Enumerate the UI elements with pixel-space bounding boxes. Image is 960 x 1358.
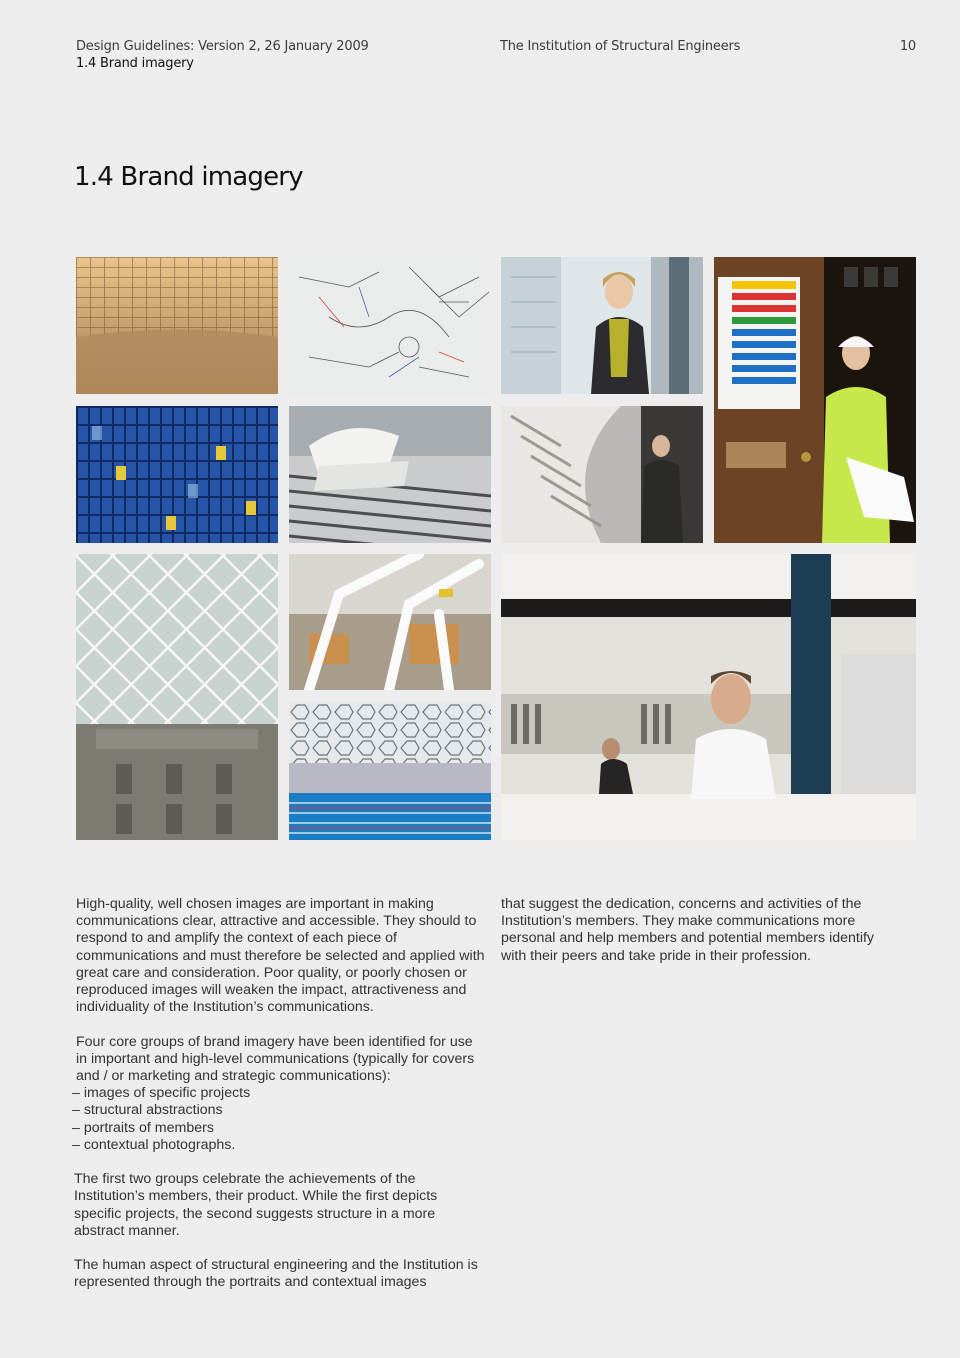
imagery-group-list: [72, 1085, 486, 1154]
photo-lattice-roof-courtyard: [76, 554, 278, 840]
running-header-left: [76, 38, 369, 72]
photo-office-drawings-hardhat: [289, 406, 491, 543]
photo-whiteboard-sketches: [289, 257, 491, 394]
photo-swimming-pool: [289, 703, 491, 840]
body-paragraph: that suggest the dedication, concerns and activities of the Institution’s members. They make communications more personal and help members and potential members identify with their peers and take pride in their profession.: [501, 896, 875, 964]
list-item: – structural abstractions: [72, 1102, 223, 1119]
body-paragraph: The first two groups celebrate the achievements of the Institution’s members, their product. While the first depicts specific projects, the second suggests structure in a more abstract manner.: [74, 1171, 438, 1239]
header-organisation: The Institution of Structural Engineers: [500, 39, 741, 54]
photo-blue-facade: [76, 406, 278, 543]
body-paragraph: Four core groups of brand imagery have been identified for use in important and high-level communications (typically for covers and / or marketing and strategic communications):: [76, 1033, 475, 1085]
body-column-left: [72, 896, 486, 1309]
list-item: – images of specific projects: [72, 1085, 251, 1102]
doc-title: Design Guidelines: Version 2, 26 January 2009: [76, 39, 369, 54]
photo-portrait-office-engineer: [501, 554, 916, 840]
photo-waffle-ceiling: [76, 257, 278, 394]
page-title: 1.4 Brand imagery: [74, 162, 303, 192]
list-item: – portraits of members: [72, 1119, 214, 1136]
page-number: 10: [899, 39, 916, 54]
header-section: 1.4 Brand imagery: [76, 56, 194, 71]
photo-terminal-interior: [289, 554, 491, 690]
body-column-right: [501, 896, 901, 982]
photo-portrait-man-structure: [501, 406, 703, 543]
photo-portrait-woman-atrium: [501, 257, 703, 394]
body-paragraph: The human aspect of structural engineering and the Institution is represented through the portraits and contextual images: [74, 1257, 478, 1291]
list-item: – contextual photographs.: [72, 1136, 236, 1153]
photo-portrait-site-safety: [714, 257, 916, 543]
body-paragraph: High-quality, well chosen images are important in making communications clear, attractive and accessible. They should to respond to and amplify the context of each piece of communications and must therefore be selected and applied with great care and consideration. Poor quality, or poorly chosen or reproduced images will weaken the impact, attractiveness and individuality of the Institution’s communications.: [76, 896, 485, 1016]
